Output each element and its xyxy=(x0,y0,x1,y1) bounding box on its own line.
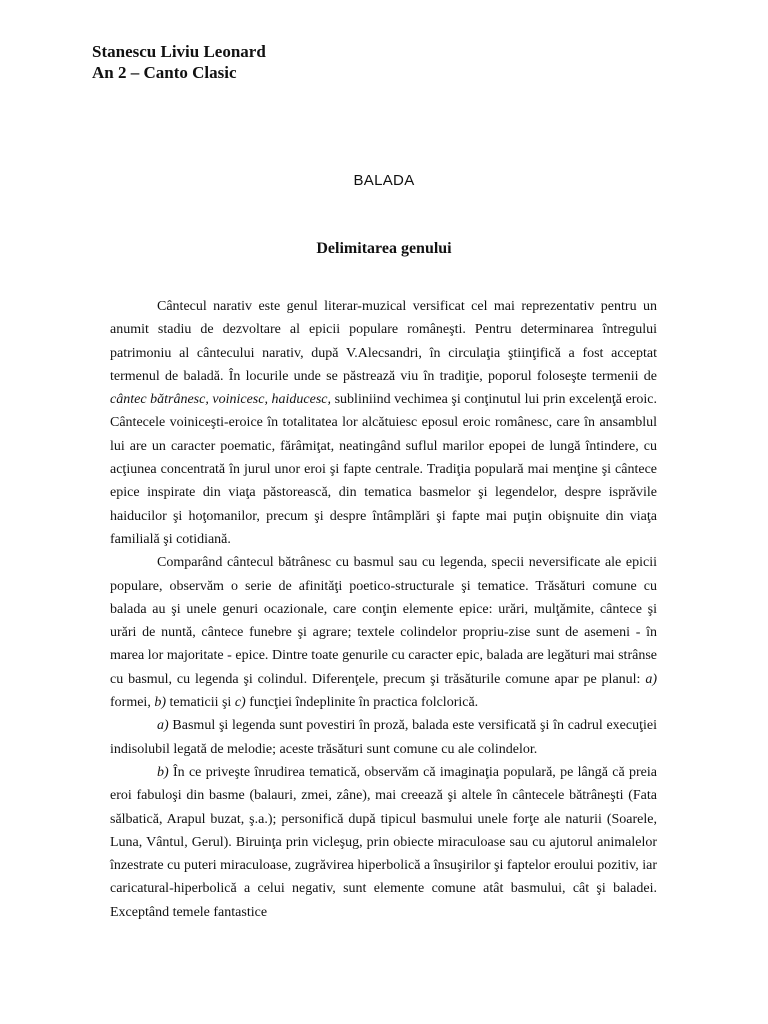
paragraph-1 xyxy=(110,295,657,551)
paragraph-1-text-end: subliniind vechimea şi conţinutul lui prin excelenţă eroic. Cântecele voiniceşti-eroice în totalitatea lor alcătuiesc eposul eroic românesc, care în ansamblul lui are un caracter poematic, fărâmiţat, neatingând suflul marilor epopei de lungă întindere, cu acţiunea concentrată în jurul unor eroi şi fapte centrale. Tradiţia populară mai menţine şi cântece epice inspirate din viaţa păstorească, din tematica basmelor şi legendelor, despre isprăvile haiducilor şi hoţomanilor, precum şi despre întâmplări şi fapte mai puţin obişnuite din viaţa familială şi cotidiană. xyxy=(110,392,657,547)
paragraph-3-marker: a) xyxy=(157,718,169,734)
paragraph-4-text: În ce priveşte înrudirea tematică, observăm că imaginaţia populară, pe lângă că preia eroi fabuloşi din basme (balauri, zmei, zâne), mai creează şi altele în cântecele bătrâneşti (Fata sălbatică, Arapul buzat, ş.a.); personifică după tipicul basmului unele forţe ale naturii (Soarele, Luna, Vântul, Gerul). Biruinţa prin vicleşug, prin obiecte miraculoase sau cu ajutorul animalelor înzestrate cu puteri miraculoase, zugrăvirea hiperbolică a însuşirilor şi faptelor eroului pozitiv, iar caricatural-hiperbolică a celui negativ, sunt elemente comune atât basmului, cât şi baladei. Exceptând temele fantastice xyxy=(110,764,657,920)
paragraph-3 xyxy=(110,714,657,761)
paragraph-2-marker-b: b) xyxy=(154,695,166,711)
paragraph-4 xyxy=(110,761,657,924)
paragraph-2-text-a: formei, xyxy=(110,695,155,711)
document-subtitle: Delimitarea genului xyxy=(316,240,452,257)
paragraph-2-marker-c: c) xyxy=(234,695,246,711)
paragraph-2-marker-a: a) xyxy=(645,671,657,687)
author-name: Stanescu Liviu Leonard xyxy=(92,42,266,61)
author-block xyxy=(92,41,266,83)
paragraph-1-text-start: Cântecul narativ este genul literar-muzical versificat cel mai reprezentativ pentru un anumit stadiu de dezvoltare al epicii populare româneşti. Pentru determinarea întregului patrimoniu al cântecului narativ, după V.Alecsandri, în circulaţia ştiinţifică a fost acceptat termenul de baladă. În locurile unde se păstrează viu în tradiţie, poporul foloseşte termenii de xyxy=(110,299,657,384)
paragraph-2-text-c: funcţiei îndeplinite în practica folclorică. xyxy=(245,695,479,711)
body-text xyxy=(110,295,657,924)
paragraph-2-text-b: tematicii şi xyxy=(166,695,235,711)
paragraph-3-text: Basmul şi legenda sunt povestiri în proză, balada este versificată şi în cadrul execuţiei indisolubil legată de melodie; aceste trăsături sunt comune cu ale colindelor. xyxy=(110,718,657,757)
author-program: An 2 – Canto Clasic xyxy=(92,63,237,82)
paragraph-1-terms: cântec bătrânesc, voinicesc, haiducesc, xyxy=(110,392,332,408)
document-title: BALADA xyxy=(353,172,415,189)
paragraph-2-text: Comparând cântecul bătrânesc cu basmul sau cu legenda, specii neversificate ale epicii populare, observăm o serie de afinităţi poetico-structurale şi tematice. Trăsături comune cu balada au şi unele genuri ocazionale, care conţin elemente epice: urări, mulţămite, cântece şi urări de nuntă, cântece funebre şi agrare; textele colindelor propriu-zise sunt de asemeni - în marea lor majoritate - epice. Dintre toate genurile cu caracter epic, balada are legături mai strânse cu basmul, cu legenda şi colindul. Diferenţele, precum şi trăsăturile comune apar pe planul: xyxy=(110,555,657,687)
paragraph-2 xyxy=(110,551,657,714)
paragraph-4-marker: b) xyxy=(157,764,169,780)
